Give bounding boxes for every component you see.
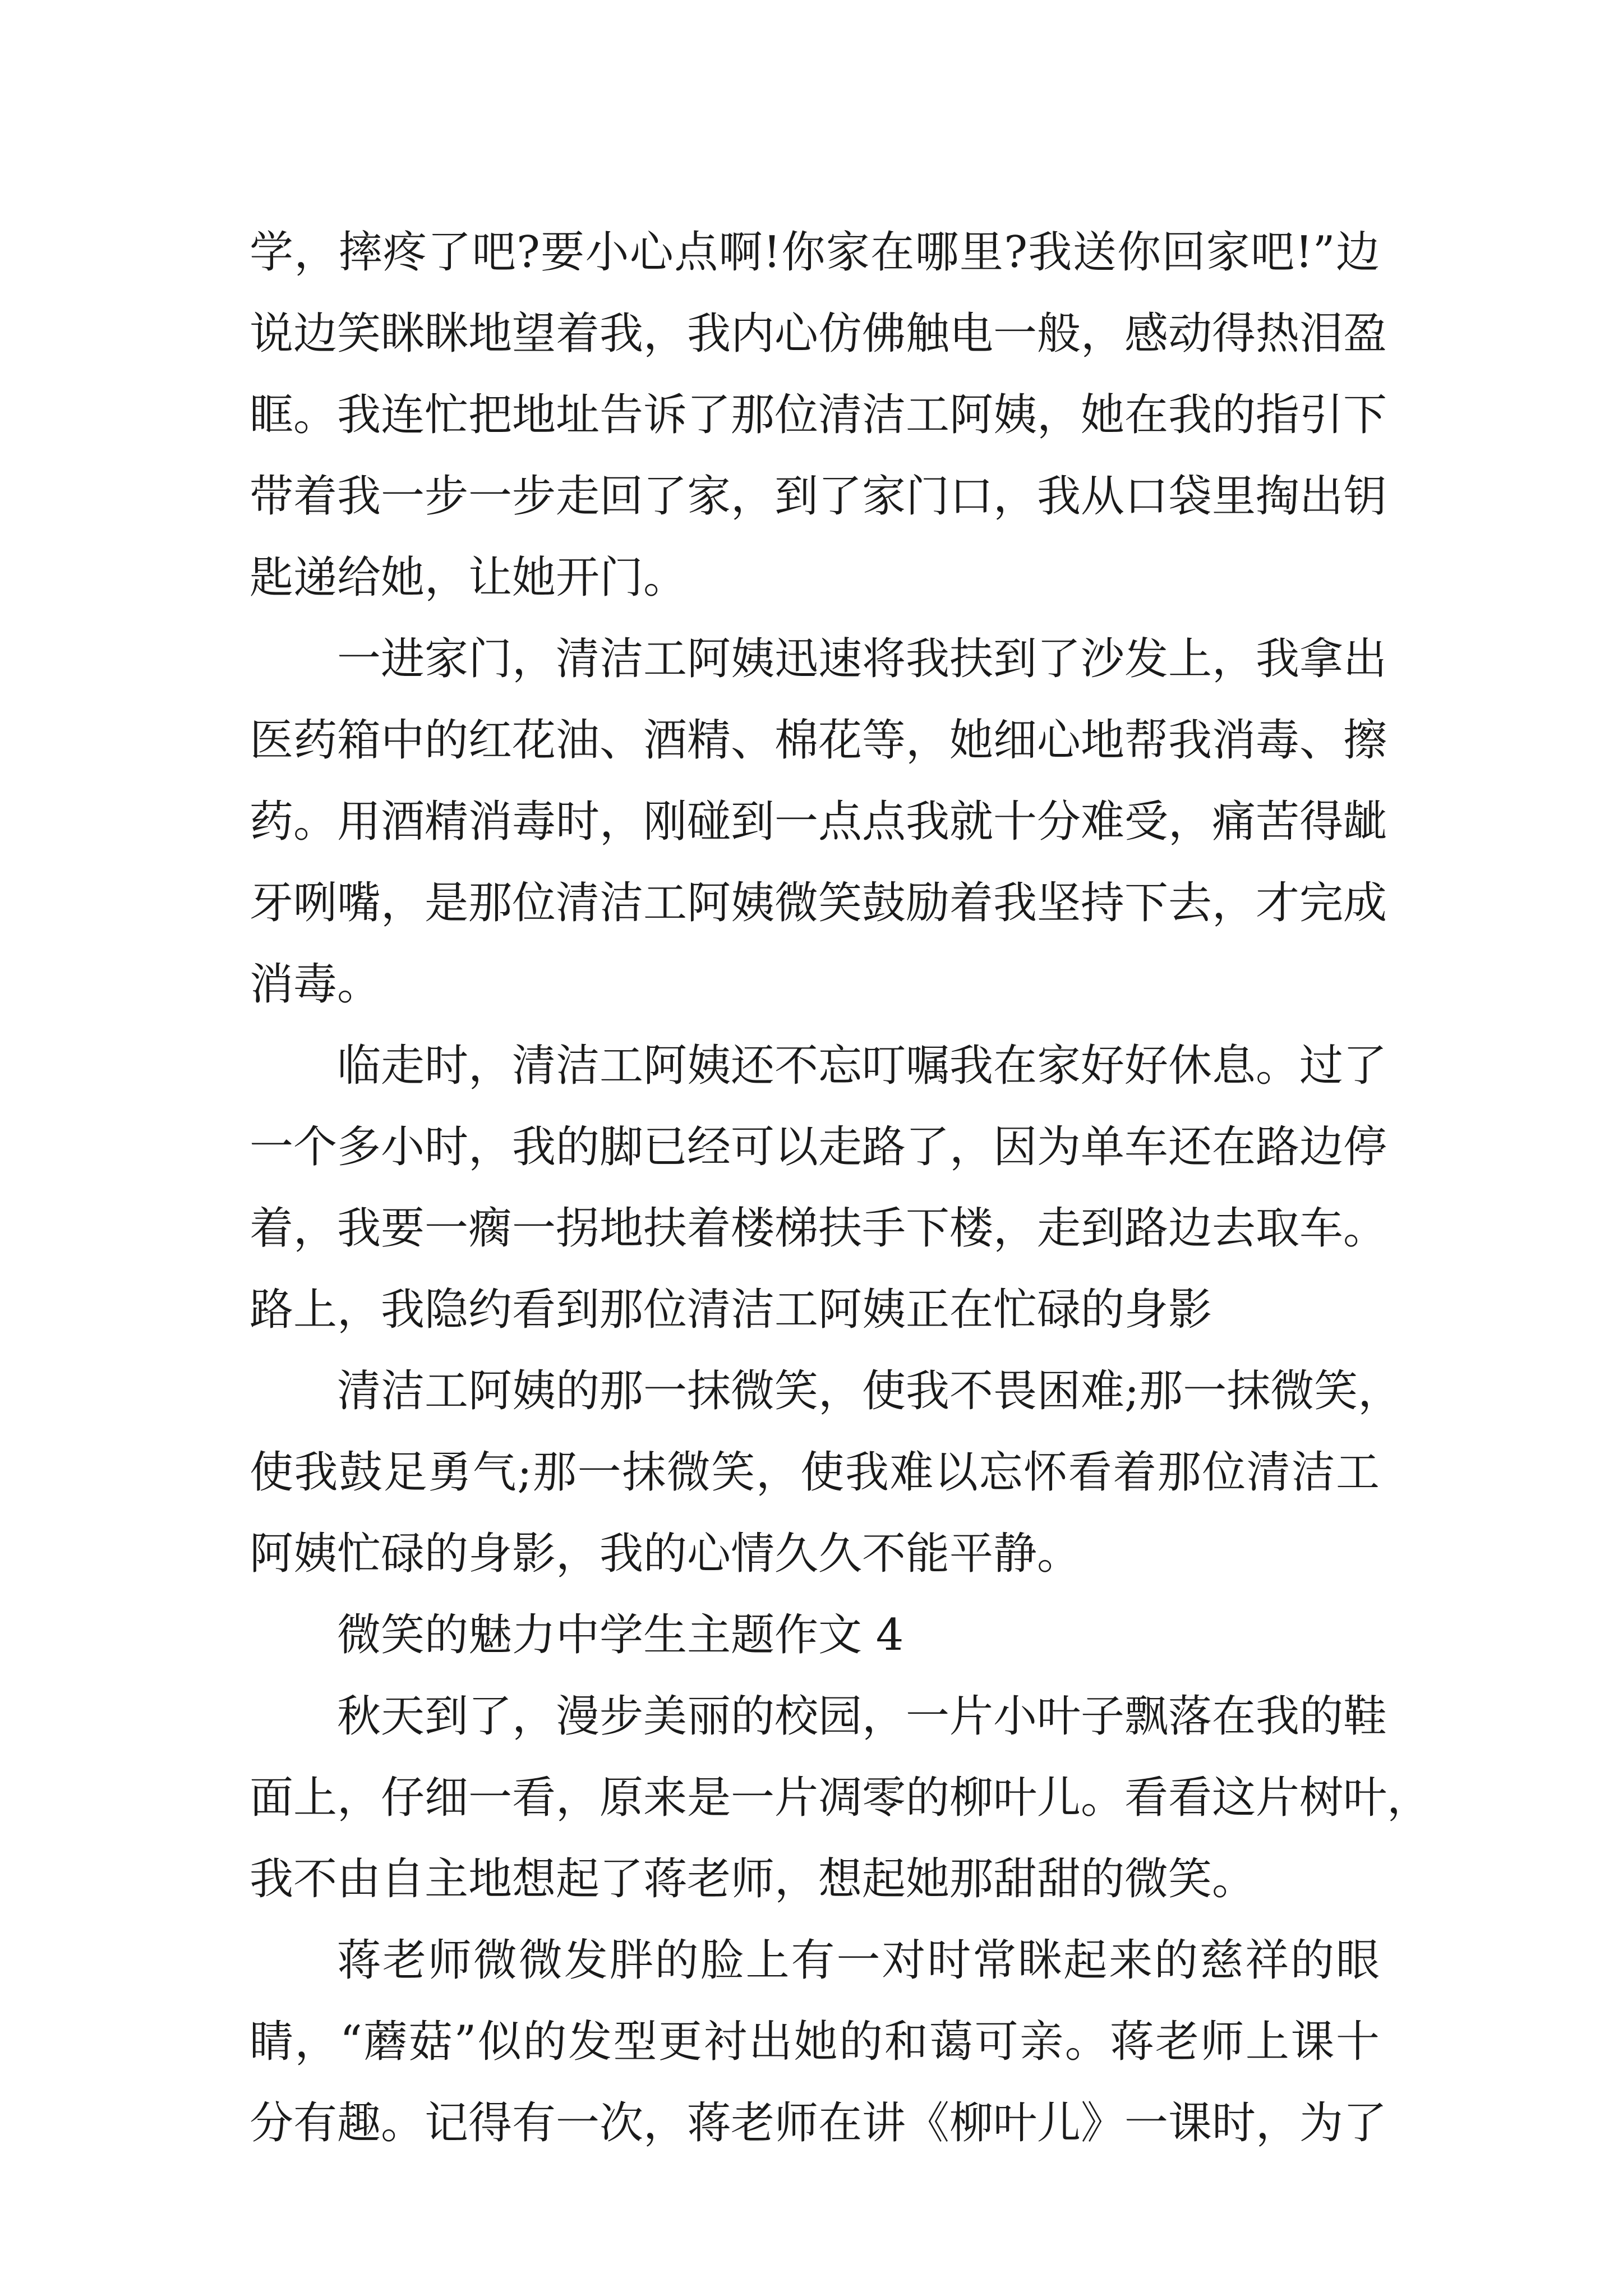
text-line: 使我鼓足勇气;那一抹微笑，使我难以忘怀看着那位清洁工: [250, 1447, 1380, 1498]
paragraph-first-line: 清洁工阿姨的那一抹微笑，使我不畏困难;那一抹微笑，: [337, 1366, 1402, 1416]
text-line: 睛，“蘑菇”似的发型更衬出她的和蔼可亲。蒋老师上课十: [250, 2017, 1380, 2067]
paragraph-first-line: 蒋老师微微发胖的脸上有一对时常眯起来的慈祥的眼: [337, 1935, 1380, 1986]
text-line: 我不由自主地想起了蒋老师，想起她那甜甜的微笑。: [250, 1854, 1256, 1904]
text-line: 眶。我连忙把地址告诉了那位清洁工阿姨，她在我的指引下: [250, 390, 1387, 440]
section-heading: 微笑的魅力中学生主题作文 4: [337, 1610, 904, 1660]
text-line: 说边笑眯眯地望着我，我内心仿佛触电一般，感动得热泪盈: [250, 309, 1387, 359]
paragraph-first-line: 临走时，清洁工阿姨还不忘叮嘱我在家好好休息。过了: [337, 1041, 1387, 1091]
document-body: [250, 212, 1431, 2164]
text-line: 一个多小时，我的脚已经可以走路了，因为单车还在路边停: [250, 1122, 1387, 1172]
text-line: 着，我要一瘸一拐地扶着楼梯扶手下楼，走到路边去取车。: [250, 1203, 1387, 1254]
paragraph-first-line: 秋天到了，漫步美丽的校园，一片小叶子飘落在我的鞋: [337, 1691, 1387, 1742]
text-line: 牙咧嘴，是那位清洁工阿姨微笑鼓励着我坚持下去，才完成: [250, 878, 1387, 928]
text-line: 消毒。: [250, 959, 381, 1010]
text-line: 药。用酒精消毒时，刚碰到一点点我就十分难受，痛苦得龇: [250, 797, 1387, 847]
text-line: 路上，我隐约看到那位清洁工阿姨正在忙碌的身影: [250, 1285, 1212, 1335]
text-line: 分有趣。记得有一次，蒋老师在讲《柳叶儿》一课时，为了: [250, 2098, 1387, 2148]
text-line: 匙递给她，让她开门。: [250, 553, 688, 603]
text-line: 面上，仔细一看，原来是一片凋零的柳叶儿。看看这片树叶，: [250, 1773, 1431, 1823]
text-line: 学，摔疼了吧?要小心点啊!你家在哪里?我送你回家吧!”边: [250, 227, 1380, 278]
paragraph-first-line: 一进家门，清洁工阿姨迅速将我扶到了沙发上，我拿出: [337, 634, 1387, 684]
text-line: 医药箱中的红花油、酒精、棉花等，她细心地帮我消毒、擦: [250, 715, 1387, 766]
text-line: 阿姨忙碌的身影，我的心情久久不能平静。: [250, 1529, 1081, 1579]
text-line: 带着我一步一步走回了家，到了家门口，我从口袋里掏出钥: [250, 471, 1387, 522]
